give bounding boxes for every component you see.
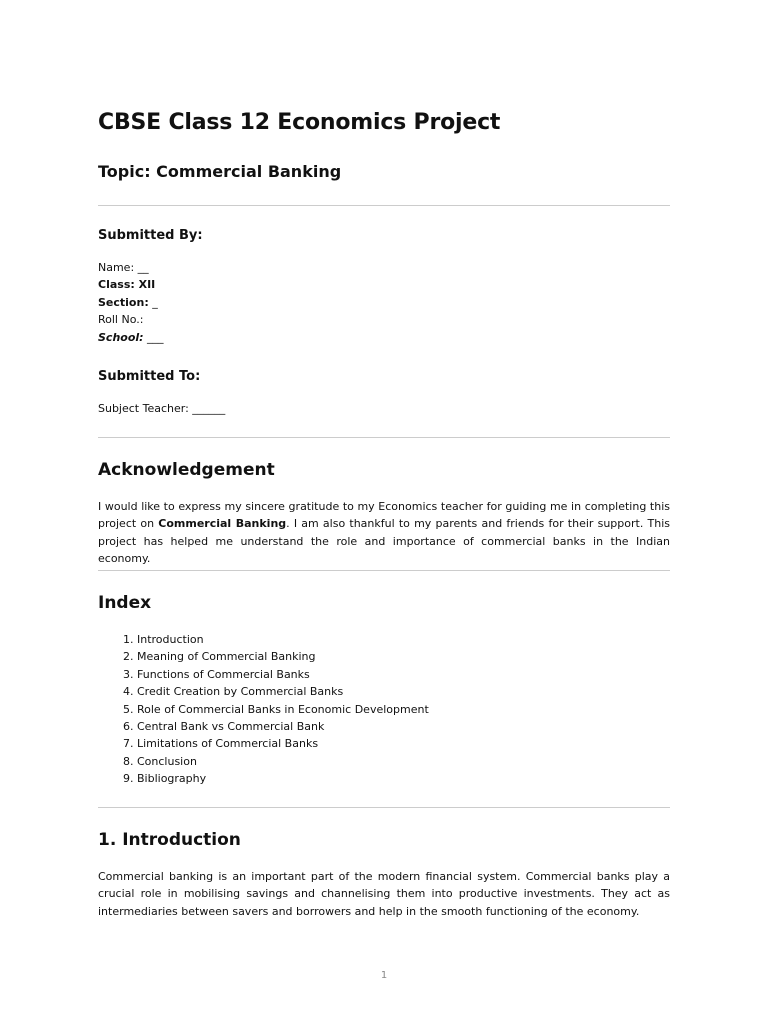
topic-heading: Topic: Commercial Banking	[98, 162, 342, 181]
submitted-to-details	[98, 400, 225, 417]
submitted-to-heading: Submitted To:	[98, 369, 201, 384]
index-item: 2. Meaning of Commercial Banking	[123, 650, 316, 664]
roll-no-line: Roll No.:	[98, 313, 144, 327]
class-line	[98, 276, 164, 293]
page-number: 1	[380, 970, 388, 981]
index-item: 4. Credit Creation by Commercial Banks	[123, 685, 344, 699]
subject-teacher-line: Subject Teacher: ______	[98, 402, 226, 415]
school-line	[98, 329, 164, 346]
index-item: 5. Role of Commercial Banks in Economic Development	[123, 702, 429, 716]
document-title: CBSE Class 12 Economics Project	[98, 110, 501, 135]
index-item: 7. Limitations of Commercial Banks	[123, 737, 319, 751]
divider	[98, 437, 670, 438]
acknowledgement-text	[98, 498, 670, 568]
introduction-heading: 1. Introduction	[98, 830, 241, 850]
divider	[98, 807, 670, 808]
acknowledgement-text-start: I would like to express my sincere gratitude to my Economics teacher for guiding me in completing this project on	[98, 500, 670, 531]
divider	[98, 205, 670, 206]
divider	[98, 570, 670, 571]
school-value: ___	[143, 330, 164, 344]
index-item: 3. Functions of Commercial Banks	[123, 667, 310, 681]
section-line	[98, 294, 164, 311]
index-item: 1. Introduction	[123, 633, 204, 646]
acknowledgement-text-end: . I am also thankful to my parents and friends for their support. This project has helped me understand the role and importance of commercial banks in the Indian economy.	[98, 517, 671, 566]
submitted-by-heading: Submitted By:	[98, 228, 203, 243]
class-label: Class:	[98, 278, 135, 292]
index-heading: Index	[98, 593, 152, 613]
index-item: 6. Central Bank vs Commercial Bank	[123, 720, 325, 734]
acknowledgement-text-bold: Commercial Banking	[158, 517, 287, 531]
section-label: Section:	[98, 295, 149, 309]
school-label: School:	[98, 330, 144, 344]
name-line: Name: __	[98, 261, 149, 274]
index-item: 9. Bibliography	[123, 772, 207, 786]
introduction-text: Commercial banking is an important part of the modern financial system. Commercial banks play a crucial role in mobilising savings and channelising them into productive investments. They act as intermediaries between savers and borrowers and help in the smooth functioning of the economy.	[98, 870, 670, 918]
index-list	[98, 631, 429, 788]
submitted-by-details	[98, 259, 164, 346]
class-value: XII	[134, 278, 156, 292]
section-value: _	[148, 295, 158, 309]
index-item: 8. Conclusion	[123, 754, 197, 768]
acknowledgement-heading: Acknowledgement	[98, 460, 275, 480]
